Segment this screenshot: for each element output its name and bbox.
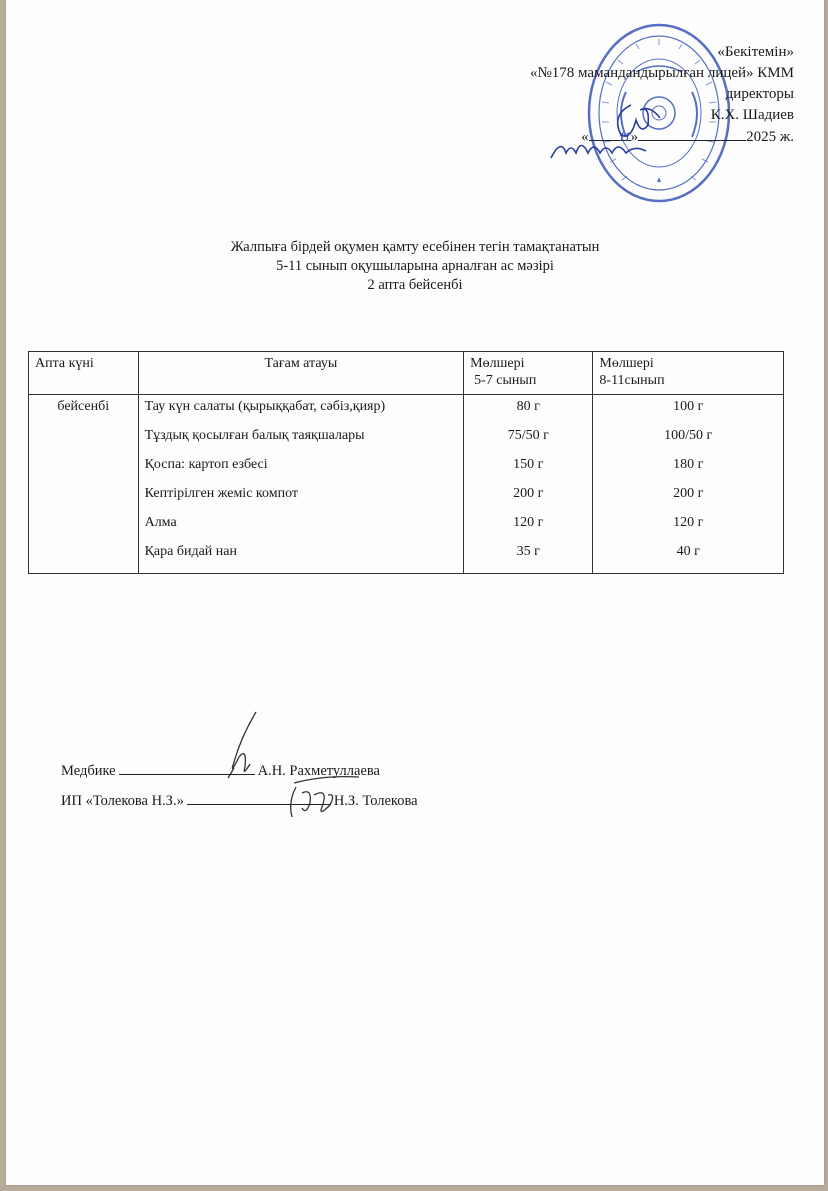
quantity-5-7-cell bbox=[464, 395, 593, 574]
quantity-value: 200 г bbox=[513, 486, 544, 501]
approval-position: директоры bbox=[725, 86, 794, 102]
quantity-value: 150 г bbox=[513, 457, 544, 472]
title-line-3: 2 апта бейсенбі bbox=[367, 277, 463, 293]
quantity-value: 80 г bbox=[516, 399, 540, 414]
title-line-1: Жалпыға бірдей оқумен қамту есебінен тегін тамақтанатын bbox=[230, 239, 600, 255]
quantity-value: 180 г bbox=[673, 457, 704, 472]
quantity-value: 100/50 г bbox=[664, 428, 713, 443]
quantity-value: 120 г bbox=[673, 515, 704, 530]
quantity-value: 100 г bbox=[673, 399, 704, 414]
menu-table bbox=[28, 351, 784, 574]
nurse-name: А.Н. Рахметуллаева bbox=[257, 763, 380, 779]
header-q2-title: Мөлшері bbox=[599, 356, 654, 371]
quantity-value: 120 г bbox=[513, 515, 544, 530]
approval-director-name: К.Х. Шадиев bbox=[710, 107, 794, 123]
dish-name: Кептірілген жеміс компот bbox=[144, 486, 299, 501]
header-quantity-8-11 bbox=[593, 352, 784, 395]
quantity-value: 40 г bbox=[676, 544, 700, 559]
handwritten-month-icon bbox=[546, 133, 666, 163]
ip-signature-row bbox=[61, 786, 418, 816]
ip-name: Н.З. Толекова bbox=[333, 793, 418, 809]
header-q1-sub: 5-7 сынып bbox=[474, 373, 537, 388]
dish-name: Тұздық қосылған балық таяқшалары bbox=[144, 428, 365, 443]
quantity-value: 200 г bbox=[673, 486, 704, 501]
date-quote-close: » bbox=[630, 129, 639, 145]
header-quantity-5-7 bbox=[464, 352, 593, 395]
document-page bbox=[6, 0, 824, 1185]
dish-name: Тау күн салаты (қырыққабат, сәбіз,қияр) bbox=[144, 399, 386, 414]
date-year: 2025 ж. bbox=[746, 129, 794, 145]
quantity-value: 35 г bbox=[516, 544, 540, 559]
document-title bbox=[6, 238, 824, 295]
signatures-block bbox=[61, 756, 418, 816]
title-line-2: 5-11 сынып оқушыларына арналған ас мәзірі bbox=[276, 258, 554, 274]
ip-signature-line bbox=[187, 790, 331, 805]
dish-name: Алма bbox=[144, 515, 177, 530]
date-day: 11 bbox=[618, 129, 631, 144]
date-quote-open: « bbox=[581, 129, 589, 145]
nurse-label: Медбике bbox=[61, 763, 116, 779]
approval-heading: «Бекітемін» bbox=[717, 44, 794, 60]
dish-name: Қара бидай нан bbox=[144, 544, 237, 559]
nurse-signature-line bbox=[119, 760, 255, 775]
header-q1-title: Мөлшері bbox=[470, 356, 525, 371]
day-cell: бейсенбі bbox=[29, 395, 139, 574]
quantity-value: 75/50 г bbox=[507, 428, 549, 443]
dish-name: Қоспа: картоп езбесі bbox=[144, 457, 268, 472]
quantity-8-11-cell bbox=[593, 395, 784, 574]
dish-cell bbox=[138, 395, 464, 574]
header-dish: Тағам атауы bbox=[138, 352, 464, 395]
table-row bbox=[29, 395, 784, 574]
nurse-signature-row bbox=[61, 756, 418, 786]
header-day: Апта күні bbox=[29, 352, 139, 395]
approval-institution: «№178 мамандандырылған лицей» КММ bbox=[529, 65, 794, 81]
header-q2-sub: 8-11сынып bbox=[599, 373, 665, 388]
ip-label: ИП «Толекова Н.З.» bbox=[61, 793, 184, 809]
table-header-row bbox=[29, 352, 784, 395]
